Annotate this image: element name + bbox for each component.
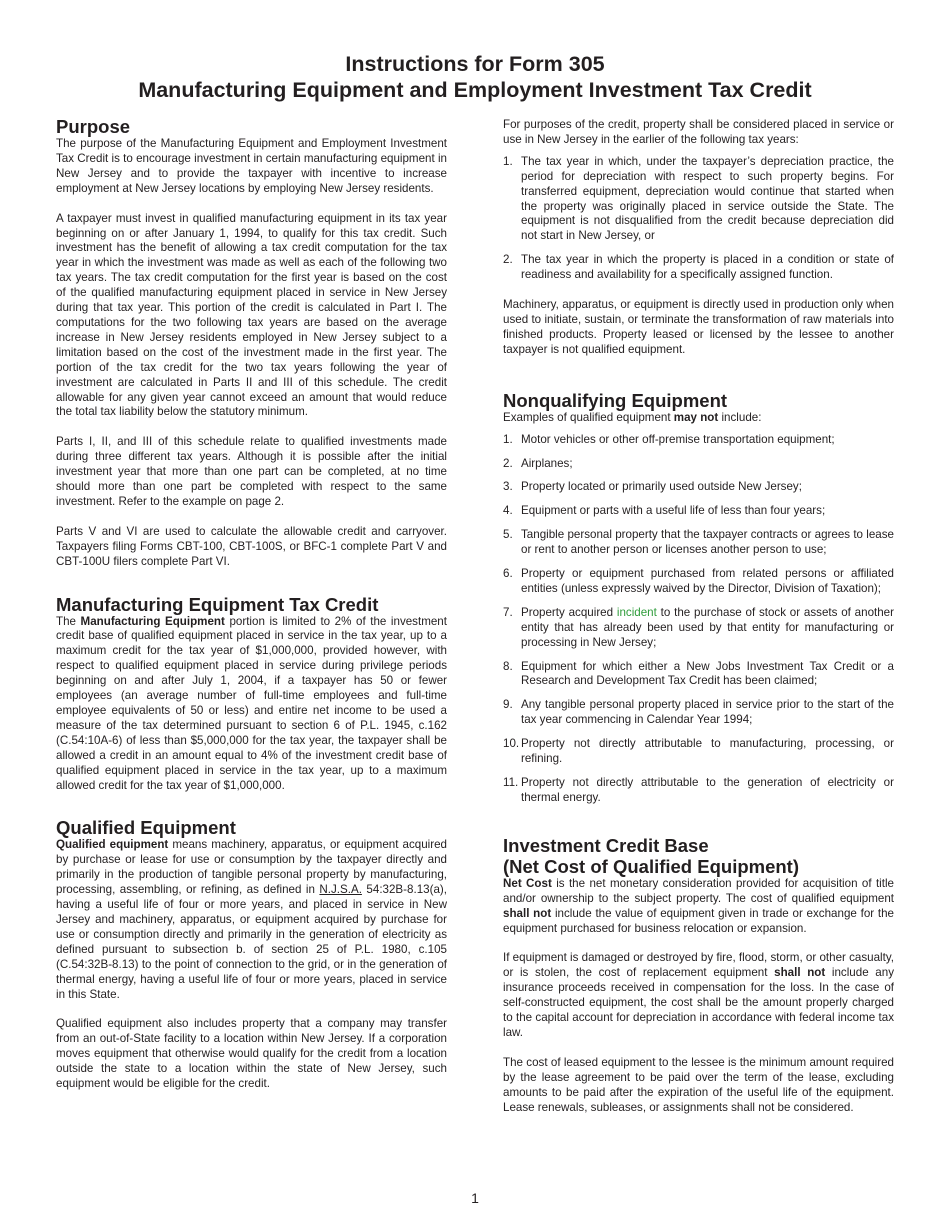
page-number: 1 xyxy=(471,1190,479,1206)
credit-base-heading: Investment Credit Base xyxy=(503,834,709,856)
mfg-credit-heading: Manufacturing Equipment Tax Credit xyxy=(56,593,379,615)
list-item: 3. Property located or primarily used outside New Jersey; xyxy=(503,480,802,494)
purpose-paragraph-3: Parts I, II, and III of this schedule relate to qualified investments made during three different tax years. Although it is possible after the initial investment year that more than one part can be completed, at no time should more than one part be completed with respect to the same investment. Refer to the example on page 2. xyxy=(56,435,447,508)
purpose-paragraph-4: Parts V and VI are used to calculate the allowable credit and carryover. Taxpayers filing Forms CBT-100, CBT-100S, or BFC-1 complete Part V and CBT-100U filers complete Part VI. xyxy=(56,524,447,568)
list-item: 6. Property or equipment purchased from related persons or affiliated entities (unless expressly waived by the Director, Division of Taxation); xyxy=(503,567,894,595)
purpose-paragraph-1: The purpose of the Manufacturing Equipment and Employment Investment Tax Credit is to encourage investment in certain manufacturing equipment in New Jersey and to provide the taxpayer with incentive to increase employment at New Jersey locations by employing New Jersey residents. xyxy=(56,137,447,195)
right-column xyxy=(503,118,894,1116)
list-item: 2. Airplanes; xyxy=(503,456,573,470)
placed-in-service-note: Machinery, apparatus, or equipment is directly used in production only when used to initiate, sustain, or terminate the transformation of raw materials into finished products. Property leased or licensed by the lessee to another taxpayer is not qualified equipment. xyxy=(503,298,894,356)
nonqualifying-heading: Nonqualifying Equipment xyxy=(503,389,728,411)
credit-base-paragraph-1: Net Cost is the net monetary consideration provided for acquisition of title and/or ownership to the subject property. The cost of qualified equipment shall not include the value of equipment given in trade or exchange for the equipment purchased for business relocation or expansion. xyxy=(503,876,894,935)
list-item: 4. Equipment or parts with a useful life of less than four years; xyxy=(503,504,826,518)
list-item: 9. Any tangible personal property placed in service prior to the start of the tax year commencing in Calendar Year 1994; xyxy=(503,698,894,727)
credit-base-subheading: (Net Cost of Qualified Equipment) xyxy=(503,855,799,877)
list-item: 1. Motor vehicles or other off-premise transportation equipment; xyxy=(503,432,835,446)
left-column xyxy=(56,116,447,1092)
document-subtitle: Manufacturing Equipment and Employment Investment Tax Credit xyxy=(138,78,812,102)
qualified-heading: Qualified Equipment xyxy=(56,817,236,839)
list-item: 2. The tax year in which the property is placed in a condition or state of readiness and availability for a specifically assigned function. xyxy=(503,253,894,282)
document-title: Instructions for Form 305 xyxy=(345,52,605,76)
credit-base-paragraph-3: The cost of leased equipment to the lessee is the minimum amount required by the lease agreement to be paid over the term of the lease, excluding amounts to be paid after the expiration of the useful life of the equipment. Lease renewals, subleases, or assignments shall not be considered. xyxy=(503,1055,894,1114)
credit-base-paragraph-2: If equipment is damaged or destroyed by fire, flood, storm, or other casualty, or is stolen, the cost of replacement equipment shall not include any insurance proceeds received in compensation for the loss. In the case of self-constructed equipment, the cost shall be the amount properly charged to the capital account for depreciation in accordance with federal income tax law. xyxy=(503,951,894,1039)
list-item: 8. Equipment for which either a New Jobs Investment Tax Credit or a Research and Development Tax Credit has been claimed; xyxy=(503,659,894,688)
njsa-reference: N.J.S.A. xyxy=(319,883,362,897)
placed-in-service-list xyxy=(503,155,894,283)
qualified-paragraph-1: Qualified equipment means machinery, apparatus, or equipment acquired by purchase or lease for use or consumption by the taxpayer directly and primarily in the production of tangible personal property by manufacturing, processing, assembling, or refining, as defined in N.J.S.A. 54:32B-8.13(a), having a useful life of four or more years, and placed in service in New Jersey and machinery, apparatus, or equipment acquired by purchase for use or consumption directly and primarily in the generation of electricity as defined pursuant to subsection b. of section 25 of P.L. 1980, c.105 (C.54:32B-8.13) to the point of connection to the grid, or in the generation of thermal energy, having a useful life of four or more years, placed in service in this State. xyxy=(56,838,447,1001)
list-item: 5. Tangible personal property that the taxpayer contracts or agrees to lease or rent to another person or licenses another person to use; xyxy=(503,528,894,557)
placed-in-service-intro: For purposes of the credit, property shall be considered placed in service or use in New Jersey in the earlier of the following tax years: xyxy=(503,118,894,146)
list-item: 11. Property not directly attributable to the generation of electricity or thermal energy. xyxy=(503,776,894,804)
purpose-heading: Purpose xyxy=(56,116,131,137)
nonqualifying-intro: Examples of qualified equipment may not include: xyxy=(503,410,762,424)
nonqualifying-list xyxy=(503,433,894,806)
list-item: 7. Property acquired incident to the purchase of stock or assets of another entity that has already been used by that entity for manufacturing or processing in New Jersey; xyxy=(503,605,894,649)
incident-link[interactable]: incident xyxy=(616,605,657,619)
qualified-paragraph-2: Qualified equipment also includes property that a company may transfer from an out-of-State facility to a location within New Jersey. If a corporation moves equipment that otherwise would qualify for the credit from a location outside the state to a location within the state of New Jersey, such equipment would be eligible for the credit. xyxy=(56,1017,447,1091)
mfg-credit-paragraph: The Manufacturing Equipment portion is limited to 2% of the investment credit base of qualified equipment placed in service in the tax year, up to a maximum credit for the tax year of $1,000,000, provided however, with respect to qualified equipment placed in service during privilege periods beginning on and after July 1, 2004, if a taxpayer has 50 or fewer employees (an average number of full-time employees and full-time employee equivalents of 50 or less) and entire net income to be used a measure of the tax determined pursuant to section 6 of P.L. 1945, c.162 (C.54:10A-6) of less than $5,000,000 for the tax year, the taxpayer shall be allowed a credit in an amount equal to 4% of the investment credit base of qualified equipment placed in service in the tax year, up to a maximum allowed credit for the tax year of $1,000,000. xyxy=(56,614,447,792)
list-item: 10. Property not directly attributable to manufacturing, processing, or refining. xyxy=(503,737,894,766)
purpose-paragraph-2: A taxpayer must invest in qualified manufacturing equipment in its tax year beginning on or after January 1, 1994, to qualify for this tax credit. Such investment has the benefit of allowing a tax credit computation for the tax year in which the investment was made as well as each of the following two tax years. The tax credit computation for the first year is based on the cost of the qualified manufacturing equipment placed in service in New Jersey during that tax year. This portion of the credit is calculated in Part I. The computations for the two following tax years are based on the average increase in New Jersey residents employed in New Jersey subject to a limitation based on the cost of the investment made in the first year. The portion of the tax credit for the two tax years following the year of investment are calculated in Parts II and III of this schedule. The credit allowable for any given year cannot exceed an amount that would reduce the total tax liability below the statutory minimum. xyxy=(56,211,447,419)
list-item: 1. The tax year in which, under the taxpayer’s depreciation practice, the period for depreciation with respect to such property begins. For transferred equipment, depreciation would continue that started when the property was originally placed in service outside the State. The equipment is not disqualified from the credit because depreciation did not start in New Jersey, or xyxy=(503,154,894,243)
mfg-equipment-bold: Manufacturing Equipment xyxy=(80,614,225,628)
